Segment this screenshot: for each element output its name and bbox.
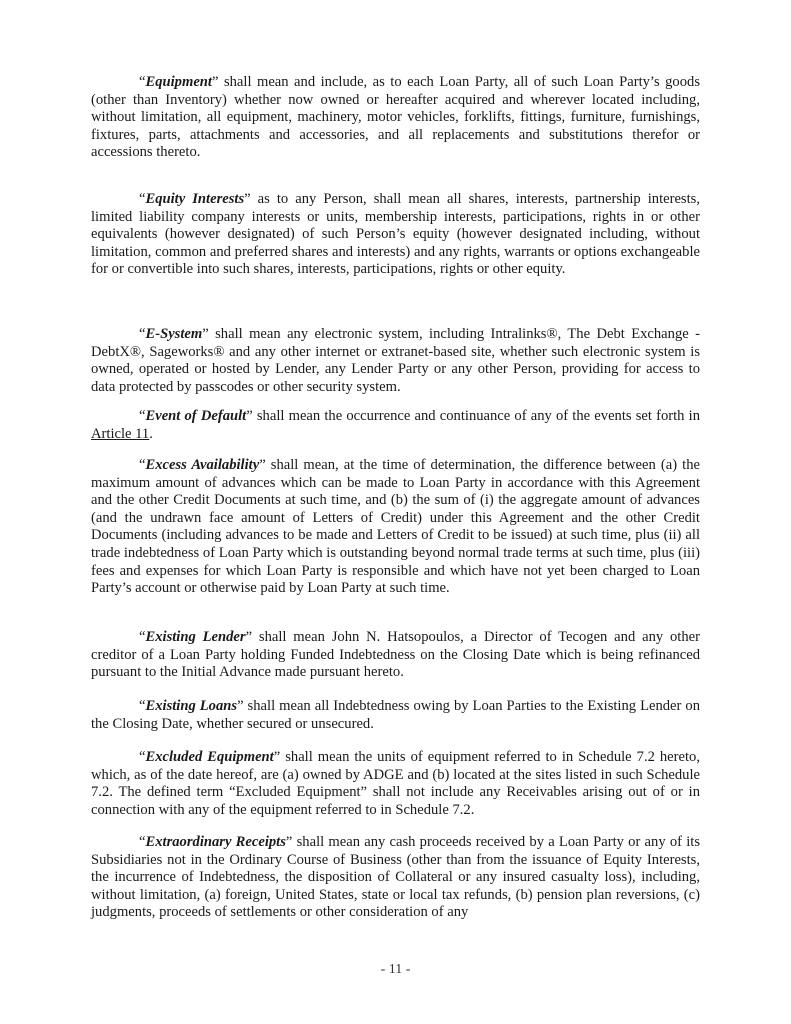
definition-text: shall mean any cash proceeds received by a Loan Party or any of its Subsidiaries not in the Ordinary Course of Business (other than from the issuance of Equity Interests, the incurrence of Indebtedness, the disposition of Collateral or any insured casualty loss), including, without limitation, (a) foreign, United States, state or local tax refunds, (b) pension plan reversions, (c) judgments, proceeds of settlements or other consideration of any	[91, 834, 701, 921]
defined-term: Event of Default	[145, 408, 247, 424]
definition-excess-availability: “Excess Availability” shall mean, at the time of determination, the difference between (a) the maximum amount of advances which can be made to Loan Party in accordance with this Agreement and the other Credit Documents at such time, and (b) the sum of (i) the aggregate amount of advances (and the undrawn face amount of Letters of Credit) under this Agreement and the other Credit Documents (including advances to be made and Letters of Credit to be issued) at such time, plus (ii) all trade indebtedness of Loan Party which is outstanding beyond normal trade terms at such time, plus (iii) fees and expenses for which Loan Party is responsible and which have not yet been charged to Loan Party’s account or otherwise paid by Loan Party at such time.	[91, 457, 700, 597]
definition-existing-loans: “Existing Loans” shall mean all Indebtedness owing by Loan Parties to the Existing Lender on the Closing Date, whether secured or unsecured.	[91, 698, 700, 732]
definition-text: as to any Person, shall mean all shares, interests, partnership interests, limited liability company interests or units, membership interests, participations, rights in or other equivalents (however designated) of such Person’s equity (however designated including, without limitation, common and preferred shares and interests) and any rights, warrants or options exchangeable for or convertible into such shares, interests, participations, rights or other equity.	[91, 191, 700, 278]
definition-text: shall mean any electronic system, including Intralinks®, The Debt Exchange - DebtX®, Sageworks® and any other internet or extranet-based site, whether such electronic system is owned, operated or hosted by Lender, any Lender Party or any other Person, providing for access to data protected by passcodes or other security system.	[91, 326, 700, 395]
definition-text: shall mean the occurrence and continuance of any of the events set forth in	[252, 408, 700, 424]
definition-text: shall mean, at the time of determination, the difference between (a) the maximum amount of advances which can be made to Loan Party in accordance with this Agreement and the other Credit Documents at such time, and (b) the sum of (i) the aggregate amount of advances (and the undrawn face amount of Letters of Credit) under this Agreement and the other Credit Documents (including advances to be made and Letters of Credit to be issued) at such time, plus (ii) all trade indebtedness of Loan Party which is outstanding beyond normal trade terms at such time, plus (iii) fees and expenses for which Loan Party is responsible and which have not yet been charged to Loan Party’s account or otherwise paid by Loan Party at such time.	[91, 457, 700, 597]
definition-e-system: “E-System” shall mean any electronic system, including Intralinks®, The Debt Exchange - DebtX®, Sageworks® and any other internet or extranet-based site, whether such electronic system is owned, operated or hosted by Lender, any Lender Party or any other Person, providing for access to data protected by passcodes or other security system.	[91, 326, 700, 395]
defined-term: Excluded Equipment	[145, 749, 274, 765]
defined-term: Existing Loans	[145, 698, 238, 714]
defined-term: E-System	[145, 326, 203, 342]
definition-extraordinary-receipts: “Extraordinary Receipts” shall mean any cash proceeds received by a Loan Party or any of its Subsidiaries not in the Ordinary Course of Business (other than from the issuance of Equity Interests, the incurrence of Indebtedness, the disposition of Collateral or any insured casualty loss), including, without limitation, (a) foreign, United States, state or local tax refunds, (b) pension plan reversions, (c) judgments, proceeds of settlements or other consideration of any	[91, 834, 701, 921]
page-number: - 11 -	[380, 962, 411, 977]
definition-text: shall mean John N. Hatsopoulos, a Director of Tecogen and any other creditor of a Loan Party holding Funded Indebtedness on the Closing Date which is being refinanced pursuant to the Initial Advance made pursuant hereto.	[91, 629, 700, 681]
definition-existing-lender: “Existing Lender” shall mean John N. Hatsopoulos, a Director of Tecogen and any other creditor of a Loan Party holding Funded Indebtedness on the Closing Date which is being refinanced pursuant to the Initial Advance made pursuant hereto.	[91, 629, 700, 681]
defined-term: Extraordinary Receipts	[145, 834, 286, 850]
article-11-link[interactable]: Article 11	[91, 425, 150, 442]
definition-event-of-default: “Event of Default” shall mean the occurrence and continuance of any of the events set forth in Article 11.	[91, 408, 700, 442]
definition-text: shall mean the units of equipment referred to in Schedule 7.2 hereto, which, as of the date hereof, are (a) owned by ADGE and (b) located at the sites listed in such Schedule 7.2. The defined term “Excluded Equipment” shall not include any Receivables arising out of or in connection with any of the equipment referred to in Schedule 7.2.	[91, 749, 700, 818]
defined-term: Existing Lender	[145, 629, 246, 645]
defined-term: Equipment	[145, 74, 212, 90]
definition-text: shall mean and include, as to each Loan Party, all of such Loan Party’s goods (other than Inventory) whether now owned or hereafter acquired and wherever located including, without limitation, all equipment, machinery, motor vehicles, forklifts, fittings, furniture, furnishings, fixtures, parts, attachments and accessories, and all replacements and substitutions therefor or accessions thereto.	[91, 74, 700, 161]
definition-equity-interests: “Equity Interests” as to any Person, shall mean all shares, interests, partnership interests, limited liability company interests or units, membership interests, participations, rights in or other equivalents (however designated) of such Person’s equity (however designated including, without limitation, common and preferred shares and interests) and any rights, warrants or options exchangeable for or convertible into such shares, interests, participations, rights or other equity.	[91, 191, 700, 278]
definition-text: shall mean all Indebtedness owing by Loan Parties to the Existing Lender on the Closing Date, whether secured or unsecured.	[91, 698, 700, 732]
definition-excluded-equipment: “Excluded Equipment” shall mean the units of equipment referred to in Schedule 7.2 hereto, which, as of the date hereof, are (a) owned by ADGE and (b) located at the sites listed in such Schedule 7.2. The defined term “Excluded Equipment” shall not include any Receivables arising out of or in connection with any of the equipment referred to in Schedule 7.2.	[91, 749, 700, 818]
defined-term: Excess Availability	[145, 457, 260, 473]
defined-term: Equity Interests	[145, 191, 245, 207]
definition-equipment: “Equipment” shall mean and include, as to each Loan Party, all of such Loan Party’s goods (other than Inventory) whether now owned or hereafter acquired and wherever located including, without limitation, all equipment, machinery, motor vehicles, forklifts, fittings, furniture, furnishings, fixtures, parts, attachments and accessories, and all replacements and substitutions therefor or accessions thereto.	[91, 74, 700, 161]
